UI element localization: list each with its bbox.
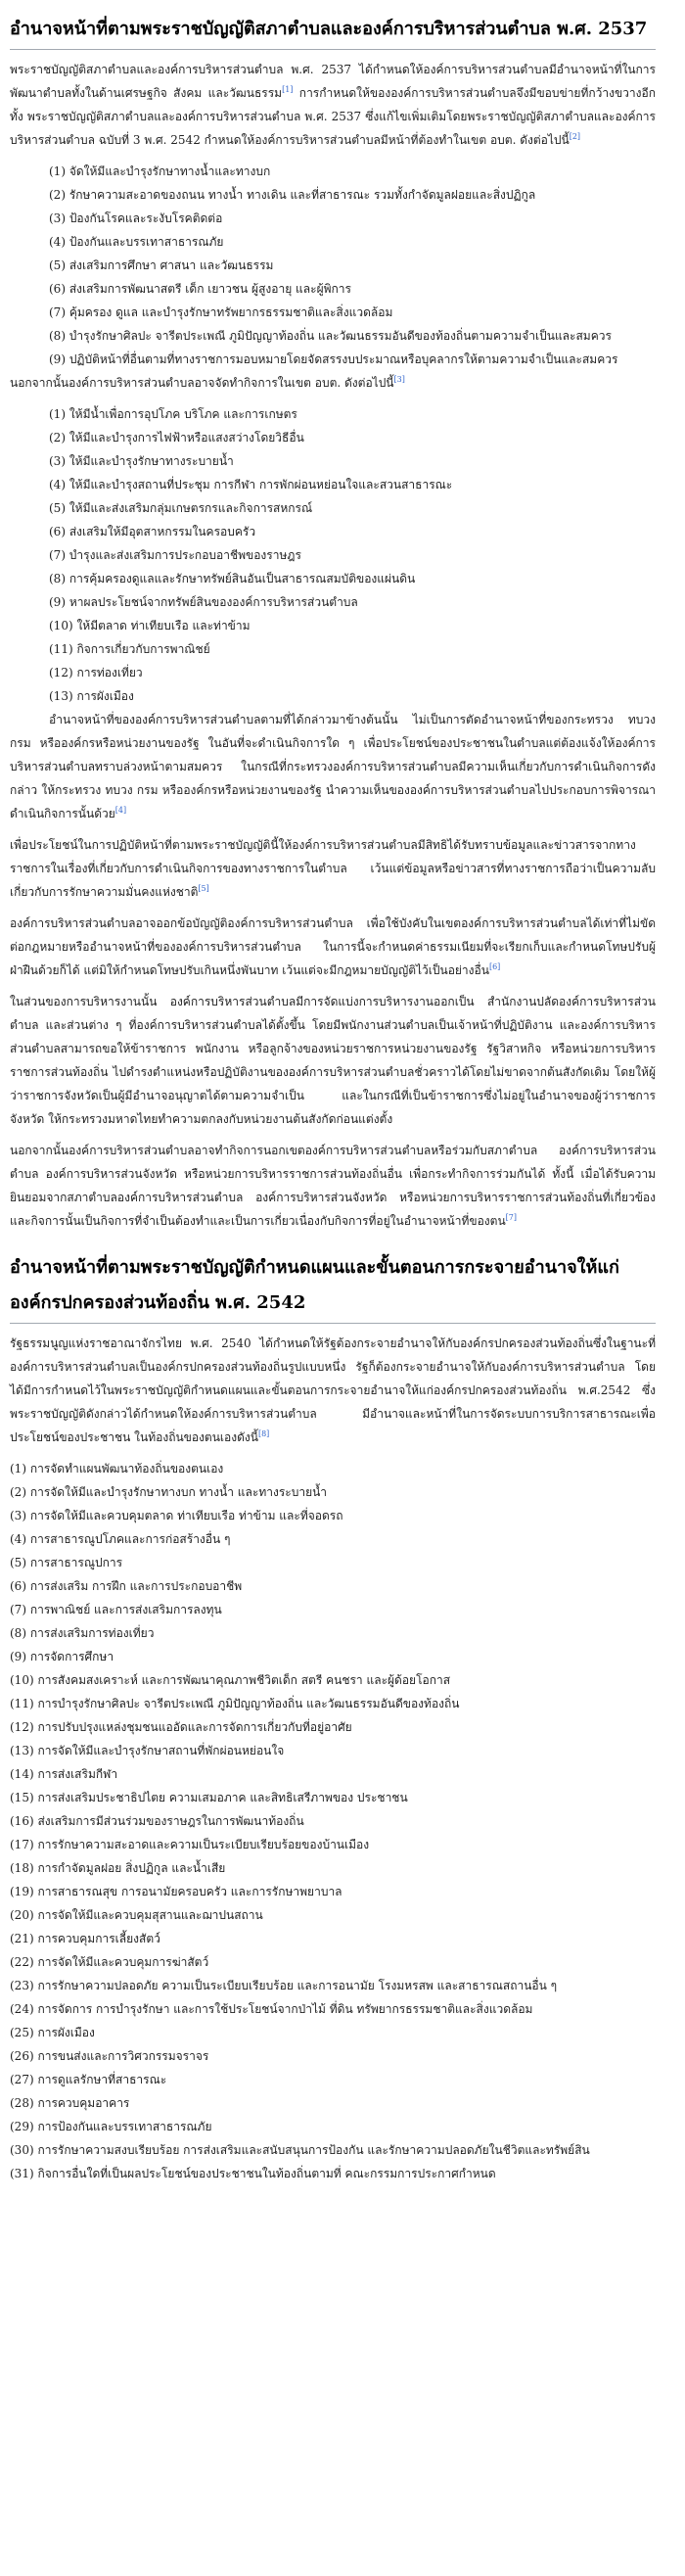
- section-tambon-act: [10, 12, 656, 1233]
- list-item: (5) ให้มีและส่งเสริมกลุ่มเกษตรกรและกิจการสหกรณ์: [49, 501, 313, 515]
- paragraph: เพื่อประโยชน์ในการปฏิบัติหน้าที่ตามพระราชบัญญัตินี้ให้องค์การบริหารส่วนตำบลมีสิทธิได้รับทราบข้อมูลและข่าวสารจากทางราชการในเรื่องที่เกี่ยวกับการดำเนินกิจการของทางราชการในตำบล เว้นแต่ข้อมูลหรือข่าวสารที่ทางราชการถือว่าเป็นความลับเกี่ยวกับการรักษาความมั่นคงแห่งชาติ[5]: [10, 838, 656, 899]
- list-item: (5) การสาธารณูปการ: [10, 1556, 123, 1569]
- list-item: (21) การควบคุมการเลี้ยงสัตว์: [10, 1932, 160, 1945]
- list-item: (30) การรักษาความสงบเรียบร้อย การส่งเสริมและสนับสนุนการป้องกัน และรักษาความปลอดภัยในชีวิตและทรัพย์สิน: [10, 2143, 590, 2157]
- list-item: (3) การจัดให้มีและควบคุมตลาด ท่าเทียบเรือ ท่าข้าม และที่จอดรถ: [10, 1509, 343, 1522]
- list-item: (12) การปรับปรุงแหล่งชุมชนแออัดและการจัดการเกี่ยวกับที่อยู่อาศัย: [10, 1720, 352, 1734]
- section-decentralization-act: [10, 1250, 656, 2185]
- section-intro: รัฐธรรมนูญแห่งราชอาณาจักรไทย พ.ศ. 2540 ได้กำหนดให้รัฐต้องกระจายอำนาจให้กับองค์กรปกครองส่วนท้องถิ่นซึ่งในฐานะที่องค์การบริหารส่วนตำบลเป็นองค์กรปกครองส่วนท้องถิ่นรูปแบบหนึ่ง รัฐก็ต้องกระจายอำนาจให้กับองค์การบริหารส่วนตำบล โดยได้มีการกำหนดไว้ในพระราชบัญญัติกำหนดแผนและขั้นตอนการกระจายอำนาจให้แก่องค์กรปกครองส่วนท้องถิ่น พ.ศ.2542 ซึ่งพระราชบัญญัติดังกล่าวได้กำหนดให้องค์การบริหารส่วนตำบล มีอำนาจและหน้าที่ในการจัดระบบการบริการสาธารณะเพื่อประโยชน์ของประชาชน ในท้องถิ่นของตนเองดังนี้[8]: [10, 1336, 656, 1444]
- list-item: (9) ปฏิบัติหน้าที่อื่นตามที่ทางราชการมอบหมายโดยจัดสรรงบประมาณหรือบุคลากรให้ตามความจำเป็นและสมควร: [49, 352, 618, 366]
- list-item: (8) บำรุงรักษาศิลปะ จารีตประเพณี ภูมิปัญญาท้องถิ่น และวัฒนธรรมอันดีของท้องถิ่นตามความจำเป็นและสมควร: [49, 329, 612, 343]
- paragraph: นอกจากนั้นองค์การบริหารส่วนตำบลอาจทำกิจการนอกเขตองค์การบริหารส่วนตำบลหรือร่วมกับสภาตำบล องค์การบริหารส่วนตำบล องค์การบริหารส่วนจังหวัด หรือหน่วยการบริหารราชการส่วนท้องถิ่นอื่น เพื่อกระทำกิจการร่วมกันได้ ทั้งนี้ เมื่อได้รับความยินยอมจากสภาตำบลองค์การบริหารส่วนตำบล องค์การบริหารส่วนจังหวัด หรือหน่วยการบริหารราชการส่วนท้องถิ่นที่เกี่ยวข้อง และกิจการนั้นเป็นกิจการที่จำเป็นต้องทำและเป็นการเกี่ยวเนื่องกับกิจการที่อยู่ในอำนาจหน้าที่ของตน[7]: [10, 1144, 656, 1228]
- list-item: (9) หาผลประโยชน์จากทรัพย์สินขององค์การบริหารส่วนตำบล: [49, 595, 358, 609]
- public-service-list: [10, 1457, 656, 2185]
- list-item: (7) คุ้มครอง ดูแล และบำรุงรักษาทรัพยากรธรรมชาติและสิ่งแวดล้อม: [49, 305, 393, 319]
- list-item: (4) ป้องกันและบรรเทาสาธารณภัย: [49, 235, 224, 249]
- list-item: (18) การกำจัดมูลฝอย สิ่งปฏิกูล และน้ำเสีย: [10, 1861, 226, 1875]
- list-item: (2) รักษาความสะอาดของถนน ทางน้ำ ทางเดิน และที่สาธารณะ รวมทั้งกำจัดมูลฝอยและสิ่งปฏิกูล: [49, 188, 536, 202]
- list-item: (6) ส่งเสริมการพัฒนาสตรี เด็ก เยาวชน ผู้สูงอายุ และผู้พิการ: [49, 282, 351, 296]
- list-item: (17) การรักษาความสะอาดและความเป็นระเบียบเรียบร้อยของบ้านเมือง: [10, 1838, 370, 1851]
- citation-link[interactable]: [3]: [393, 375, 405, 384]
- list-item: (24) การจัดการ การบำรุงรักษา และการใช้ประโยชน์จากป่าไม้ ที่ดิน ทรัพยากรธรรมชาติและสิ่งแวดล้อม: [10, 2002, 533, 2016]
- list-item: (10) ให้มีตลาด ท่าเทียบเรือ และท่าข้าม: [49, 619, 251, 632]
- citation-link[interactable]: [5]: [198, 884, 209, 893]
- citation-link[interactable]: [2]: [569, 132, 581, 141]
- citation-link[interactable]: [7]: [505, 1213, 518, 1222]
- list-item: (6) การส่งเสริม การฝึก และการประกอบอาชีพ: [10, 1579, 243, 1593]
- optional-intro: นอกจากนั้นองค์การบริหารส่วนตำบลอาจจัดทำกิจการในเขต อบต. ดังต่อไปนี้[3]: [10, 375, 405, 390]
- list-item: (2) การจัดให้มีและบำรุงรักษาทางบก ทางน้ำ และทางระบายน้ำ: [10, 1485, 328, 1499]
- list-item: (12) การท่องเที่ยว: [49, 666, 143, 679]
- list-item: (8) การส่งเสริมการท่องเที่ยว: [10, 1626, 155, 1640]
- list-item: (3) ป้องกันโรคและระงับโรคติดต่อ: [49, 211, 223, 225]
- list-item: (20) การจัดให้มีและควบคุมสุสานและฌาปนสถาน: [10, 1908, 263, 1922]
- list-item: (14) การส่งเสริมกีฬา: [10, 1767, 118, 1781]
- list-item: (26) การขนส่งและการวิศวกรรมจราจร: [10, 2049, 209, 2063]
- list-item: (11) กิจการเกี่ยวกับการพาณิชย์: [49, 642, 210, 656]
- list-item: (28) การควบคุมอาคาร: [10, 2096, 130, 2110]
- list-item: (10) การสังคมสงเคราะห์ และการพัฒนาคุณภาพชีวิตเด็ก สตรี คนชรา และผู้ด้อยโอกาส: [10, 1673, 451, 1687]
- duties-list: [10, 160, 656, 371]
- list-item: (8) การคุ้มครองดูแลและรักษาทรัพย์สินอันเป็นสาธารณสมบัติของแผ่นดิน: [49, 572, 416, 585]
- list-item: (13) การผังเมือง: [49, 689, 134, 703]
- list-item: (1) ให้มีน้ำเพื่อการอุปโภค บริโภค และการเกษตร: [49, 407, 297, 421]
- section-intro: พระราชบัญญัติสภาตำบลและองค์การบริหารส่วนตำบล พ.ศ. 2537 ได้กำหนดให้องค์การบริหารส่วนตำบลมีอำนาจหน้าที่ในการพัฒนาตำบลทั้งในด้านเศรษฐกิจ สังคม และวัฒนธรรม[1] การกำหนดให้ขององค์การบริหารส่วนตำบลจึงมีขอบข่ายที่กว้างขวางอีกทั้ง พระราชบัญญัติสภาตำบลและองค์การบริหารส่วนตำบล พ.ศ. 2537 ซึ่งแก้ไขเพิ่มเติมโดยพระราชบัญญัติสภาตำบลและองค์การบริหารส่วนตำบล ฉบับที่ 3 พ.ศ. 2542 กำหนดให้องค์การบริหารส่วนตำบลมีหน้าที่ต้องทำในเขต อบต. ดังต่อไปนี้[2]: [10, 63, 656, 147]
- list-item: (11) การบำรุงรักษาศิลปะ จารีตประเพณี ภูมิปัญญาท้องถิ่น และวัฒนธรรมอันดีของท้องถิ่น: [10, 1697, 460, 1710]
- citation-link[interactable]: [1]: [282, 85, 294, 94]
- list-item: (22) การจัดให้มีและควบคุมการฆ่าสัตว์: [10, 1955, 209, 1969]
- list-item: (6) ส่งเสริมให้มีอุตสาหกรรมในครอบครัว: [49, 525, 256, 539]
- list-item: (15) การส่งเสริมประชาธิปไตย ความเสมอภาค และสิทธิเสรีภาพของ ประชาชน: [10, 1791, 408, 1804]
- list-item: (27) การดูแลรักษาที่สาธารณะ: [10, 2073, 167, 2086]
- paragraph: อำนาจหน้าที่ขององค์การบริหารส่วนตำบลตามที่ได้กล่าวมาข้างต้นนั้น ไม่เป็นการตัดอำนาจหน้าที่ของกระทรวง ทบวง กรม หรือองค์กรหรือหน่วยงานของรัฐ ในอันที่จะดำเนินกิจการใด ๆ เพื่อประโยชน์ของประชาชนในตำบลแต่ต้องแจ้งให้องค์การบริหารส่วนตำบลทราบล่วงหน้าตามสมควร ในกรณีที่กระทรวงองค์การบริหารส่วนตำบลมีความเห็นเกี่ยวกับการดำเนินกิจการดังกล่าว ให้กระทรวง ทบวง กรม หรือองค์กรหรือหน่วยงานของรัฐ นำความเห็นขององค์การบริหารส่วนตำบลไปประกอบการพิจารณาดำเนินกิจการนั้นด้วย[4]: [10, 713, 656, 820]
- list-item: (13) การจัดให้มีและบำรุงรักษาสถานที่พักผ่อนหย่อนใจ: [10, 1744, 285, 1757]
- list-item: (1) จัดให้มีและบำรุงรักษาทางน้ำและทางบก: [49, 164, 271, 178]
- section-heading: อำนาจหน้าที่ตามพระราชบัญญัติกำหนดแผนและขั้นตอนการกระจายอำนาจให้แก่องค์กรปกครองส่วนท้องถิ่น พ.ศ. 2542: [10, 1250, 656, 1324]
- optional-duties-list: [10, 402, 656, 708]
- list-item: (4) การสาธารณูปโภคและการก่อสร้างอื่น ๆ: [10, 1532, 231, 1546]
- list-item: (1) การจัดทำแผนพัฒนาท้องถิ่นของตนเอง: [10, 1462, 224, 1475]
- paragraph: ในส่วนของการบริหารงานนั้น องค์การบริหารส่วนตำบลมีการจัดแบ่งการบริหารงานออกเป็น สำนักงานปลัดองค์การบริหารส่วนตำบล และส่วนต่าง ๆ ที่องค์การบริหารส่วนตำบลได้ตั้งขึ้น โดยมีพนักงานส่วนตำบลเป็นเจ้าหน้าที่ปฏิบัติงาน และองค์การบริหารส่วนตำบลสามารถขอให้ข้าราชการ พนักงาน หรือลูกจ้างของหน่วยราชการหน่วยงานของรัฐ รัฐวิสาหกิจ หรือหน่วยการบริหารราชการส่วนท้องถิ่น ไปดำรงตำแหน่งหรือปฏิบัติงานขององค์การบริหารส่วนตำบลชั่วคราวได้โดยไม่ขาดจากต้นสังกัดเดิม โดยให้ผู้ว่าราชการจังหวัดเป็นผู้มีอำนาจอนุญาตได้ตามความจำเป็น และในกรณีที่เป็นข้าราชการซึ่งไม่อยู่ในอำนาจของผู้ว่าราชการจังหวัด ให้กระทรวงมหาดไทยทำความตกลงกับหน่วยงานต้นสังกัดก่อนแต่งตั้ง: [10, 995, 656, 1126]
- citation-link[interactable]: [4]: [114, 806, 127, 815]
- list-item: (2) ให้มีและบำรุงการไฟฟ้าหรือแสงสว่างโดยวิธีอื่น: [49, 431, 304, 445]
- list-item: (25) การผังเมือง: [10, 2026, 95, 2039]
- list-item: (7) บำรุงและส่งเสริมการประกอบอาชีพของราษฎร: [49, 548, 301, 562]
- list-item: (16) ส่งเสริมการมีส่วนร่วมของราษฎรในการพัฒนาท้องถิ่น: [10, 1814, 304, 1828]
- section-heading: อำนาจหน้าที่ตามพระราชบัญญัติสภาตำบลและองค์การบริหารส่วนตำบล พ.ศ. 2537: [10, 12, 656, 50]
- list-item: (29) การป้องกันและบรรเทาสาธารณภัย: [10, 2120, 212, 2133]
- list-item: (3) ให้มีและบำรุงรักษาทางระบายน้ำ: [49, 454, 234, 468]
- paragraph: องค์การบริหารส่วนตำบลอาจออกข้อบัญญัติองค์การบริหารส่วนตำบล เพื่อใช้บังคับในเขตองค์การบริหารส่วนตำบลได้เท่าที่ไม่ขัดต่อกฎหมายหรืออำนาจหน้าที่ขององค์การบริหารส่วนตำบล ในการนี้จะกำหนดค่าธรรมเนียมที่จะเรียกเก็บและกำหนดโทษปรับผู้ฝ่าฝืนด้วยก็ได้ แต่มิให้กำหนดโทษปรับเกินหนึ่งพันบาท เว้นแต่จะมีกฎหมายบัญญัติไว้เป็นอย่างอื่น[6]: [10, 916, 656, 977]
- citation-link[interactable]: [6]: [488, 962, 501, 971]
- list-item: (23) การรักษาความปลอดภัย ความเป็นระเบียบเรียบร้อย และการอนามัย โรงมหรสพ และสาธารณสถานอื่น ๆ: [10, 1979, 558, 1992]
- list-item: (5) ส่งเสริมการศึกษา ศาสนา และวัฒนธรรม: [49, 258, 274, 272]
- citation-link[interactable]: [8]: [257, 1429, 270, 1438]
- list-item: (31) กิจการอื่นใดที่เป็นผลประโยชน์ของประชาชนในท้องถิ่นตามที่ คณะกรรมการประกาศกำหนด: [10, 2167, 496, 2180]
- list-item: (9) การจัดการศึกษา: [10, 1650, 114, 1663]
- list-item: (4) ให้มีและบำรุงสถานที่ประชุม การกีฬา การพักผ่อนหย่อนใจและสวนสาธารณะ: [49, 478, 453, 492]
- list-item: (19) การสาธารณสุข การอนามัยครอบครัว และการรักษาพยาบาล: [10, 1885, 342, 1898]
- list-item: (7) การพาณิชย์ และการส่งเสริมการลงทุน: [10, 1603, 222, 1616]
